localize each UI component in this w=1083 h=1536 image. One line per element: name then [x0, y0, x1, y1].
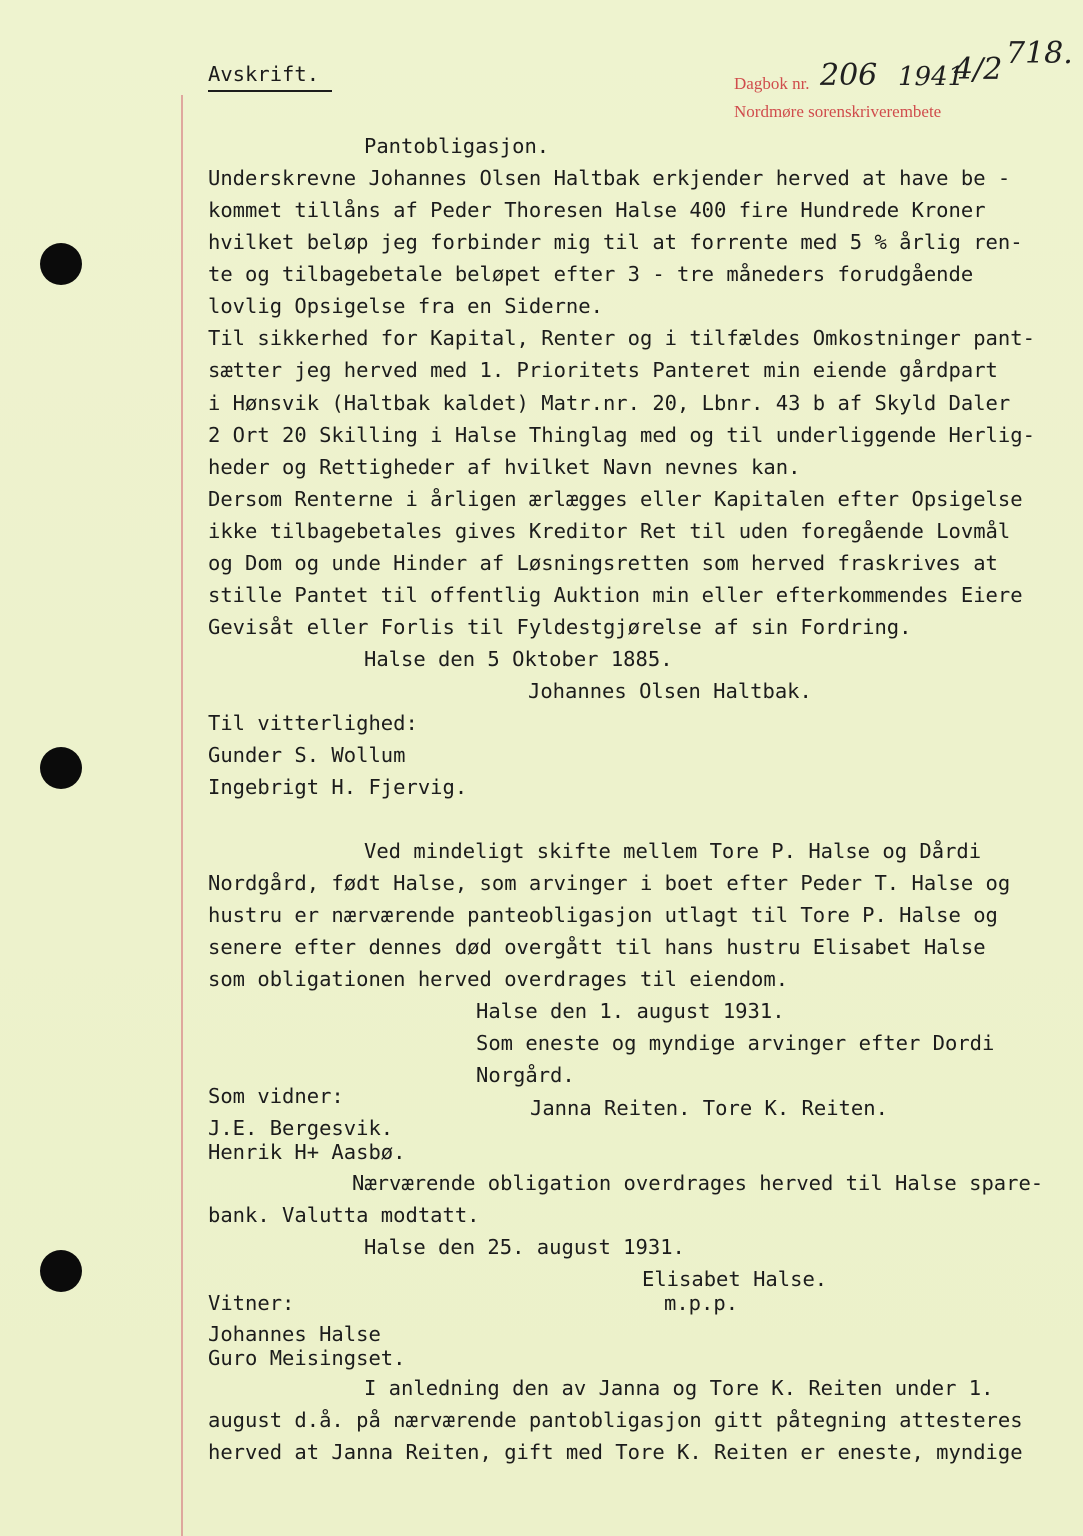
- text-line: ikke tilbagebetales gives Kreditor Ret til uden foregående Lovmål: [208, 519, 1011, 543]
- witness-name: J.E. Bergesvik.: [208, 1116, 394, 1140]
- witness-name: Ingebrigt H. Fjervig.: [208, 775, 468, 799]
- signature-line: Janna Reiten. Tore K. Reiten.: [530, 1096, 888, 1120]
- label-underline: [208, 90, 332, 92]
- text-line: stille Pantet til offentlig Auktion min eller efterkommendes Eiere: [208, 583, 1023, 607]
- text-line: bank. Valutta modtatt.: [208, 1203, 480, 1227]
- punch-hole: [40, 1250, 82, 1292]
- text-line: Ved mindeligt skifte mellem Tore P. Halse og Dårdi: [364, 839, 982, 863]
- text-line: Nordgård, født Halse, som arvinger i boet efter Peder T. Halse og: [208, 871, 1011, 895]
- witness-heading: Til vitterlighed:: [208, 711, 418, 735]
- handwritten-folio: 718.: [1006, 36, 1073, 71]
- signature-line: Elisabet Halse.: [642, 1267, 828, 1291]
- text-line: Gevisåt eller Forlis til Fyldestgjørelse af sin Fordring.: [208, 615, 912, 639]
- text-line: Som eneste og myndige arvinger efter Dordi: [476, 1031, 995, 1055]
- handwritten-year: 1941: [898, 62, 965, 92]
- text-line: i Hønsvik (Haltbak kaldet) Matr.nr. 20, Lbnr. 43 b af Skyld Daler: [208, 391, 1011, 415]
- document-title: Pantobligasjon.: [364, 134, 550, 158]
- witness-name: Gunder S. Wollum: [208, 743, 406, 767]
- text-line: og Dom og unde Hinder af Løsningsretten som herved fraskrives at: [208, 551, 998, 575]
- text-line: som obligationen herved overdrages til eiendom.: [208, 967, 789, 991]
- margin-rule: [181, 95, 183, 1536]
- signature-note: m.p.p.: [664, 1291, 739, 1315]
- text-line: I anledning den av Janna og Tore K. Reiten under 1.: [364, 1376, 994, 1400]
- place-date-line: Halse den 1. august 1931.: [476, 999, 785, 1023]
- text-line: heder og Rettigheder af hvilket Navn nevnes kan.: [208, 455, 801, 479]
- handwritten-diary-number: 206: [820, 58, 878, 93]
- text-line: kommet tillåns af Peder Thoresen Halse 400 fire Hundrede Kroner: [208, 198, 986, 222]
- witness-name: Guro Meisingset.: [208, 1346, 406, 1370]
- stamp-office-name: Nordmøre sorenskriverembete: [734, 102, 942, 121]
- text-line: Til sikkerhed for Kapital, Renter og i tilfældes Omkostninger pant-: [208, 326, 1035, 350]
- text-line: 2 Ort 20 Skilling i Halse Thinglag med og til underliggende Herlig-: [208, 423, 1035, 447]
- stamp-diary-number: Dagbok nr.: [734, 74, 810, 93]
- text-line: te og tilbagebetale beløpet efter 3 - tre måneders forudgående: [208, 262, 974, 286]
- punch-hole: [40, 747, 82, 789]
- text-line: Dersom Renterne i årligen ærlægges eller Kapitalen efter Opsigelse: [208, 487, 1023, 511]
- text-line: Norgård.: [476, 1063, 575, 1087]
- signature-line: Johannes Olsen Haltbak.: [528, 679, 812, 703]
- text-line: Underskrevne Johannes Olsen Haltbak erkjender herved at have be -: [208, 166, 1011, 190]
- text-line: senere efter dennes død overgått til hans hustru Elisabet Halse: [208, 935, 986, 959]
- witness-name: Henrik H+ Aasbø.: [208, 1140, 406, 1164]
- text-line: herved at Janna Reiten, gift med Tore K. Reiten er eneste, myndige: [208, 1440, 1023, 1464]
- text-line: lovlig Opsigelse fra en Siderne.: [208, 294, 603, 318]
- document-label: Avskrift.: [208, 62, 320, 86]
- text-line: hvilket beløp jeg forbinder mig til at forrente med 5 % årlig ren-: [208, 230, 1023, 254]
- text-line: august d.å. på nærværende pantobligasjon gitt påtegning attesteres: [208, 1408, 1023, 1432]
- place-date-line: Halse den 5 Oktober 1885.: [364, 647, 673, 671]
- witness-heading: Som vidner:: [208, 1084, 344, 1108]
- witness-heading: Vitner:: [208, 1291, 295, 1315]
- text-line: sætter jeg herved med 1. Prioritets Panteret min eiende gårdpart: [208, 358, 998, 382]
- text-line: hustru er nærværende panteobligasjon utlagt til Tore P. Halse og: [208, 903, 998, 927]
- place-date-line: Halse den 25. august 1931.: [364, 1235, 685, 1259]
- witness-name: Johannes Halse: [208, 1322, 381, 1346]
- punch-hole: [40, 243, 82, 285]
- text-line: Nærværende obligation overdrages herved til Halse spare-: [352, 1171, 1044, 1195]
- handwritten-date: 4/2: [954, 52, 1003, 87]
